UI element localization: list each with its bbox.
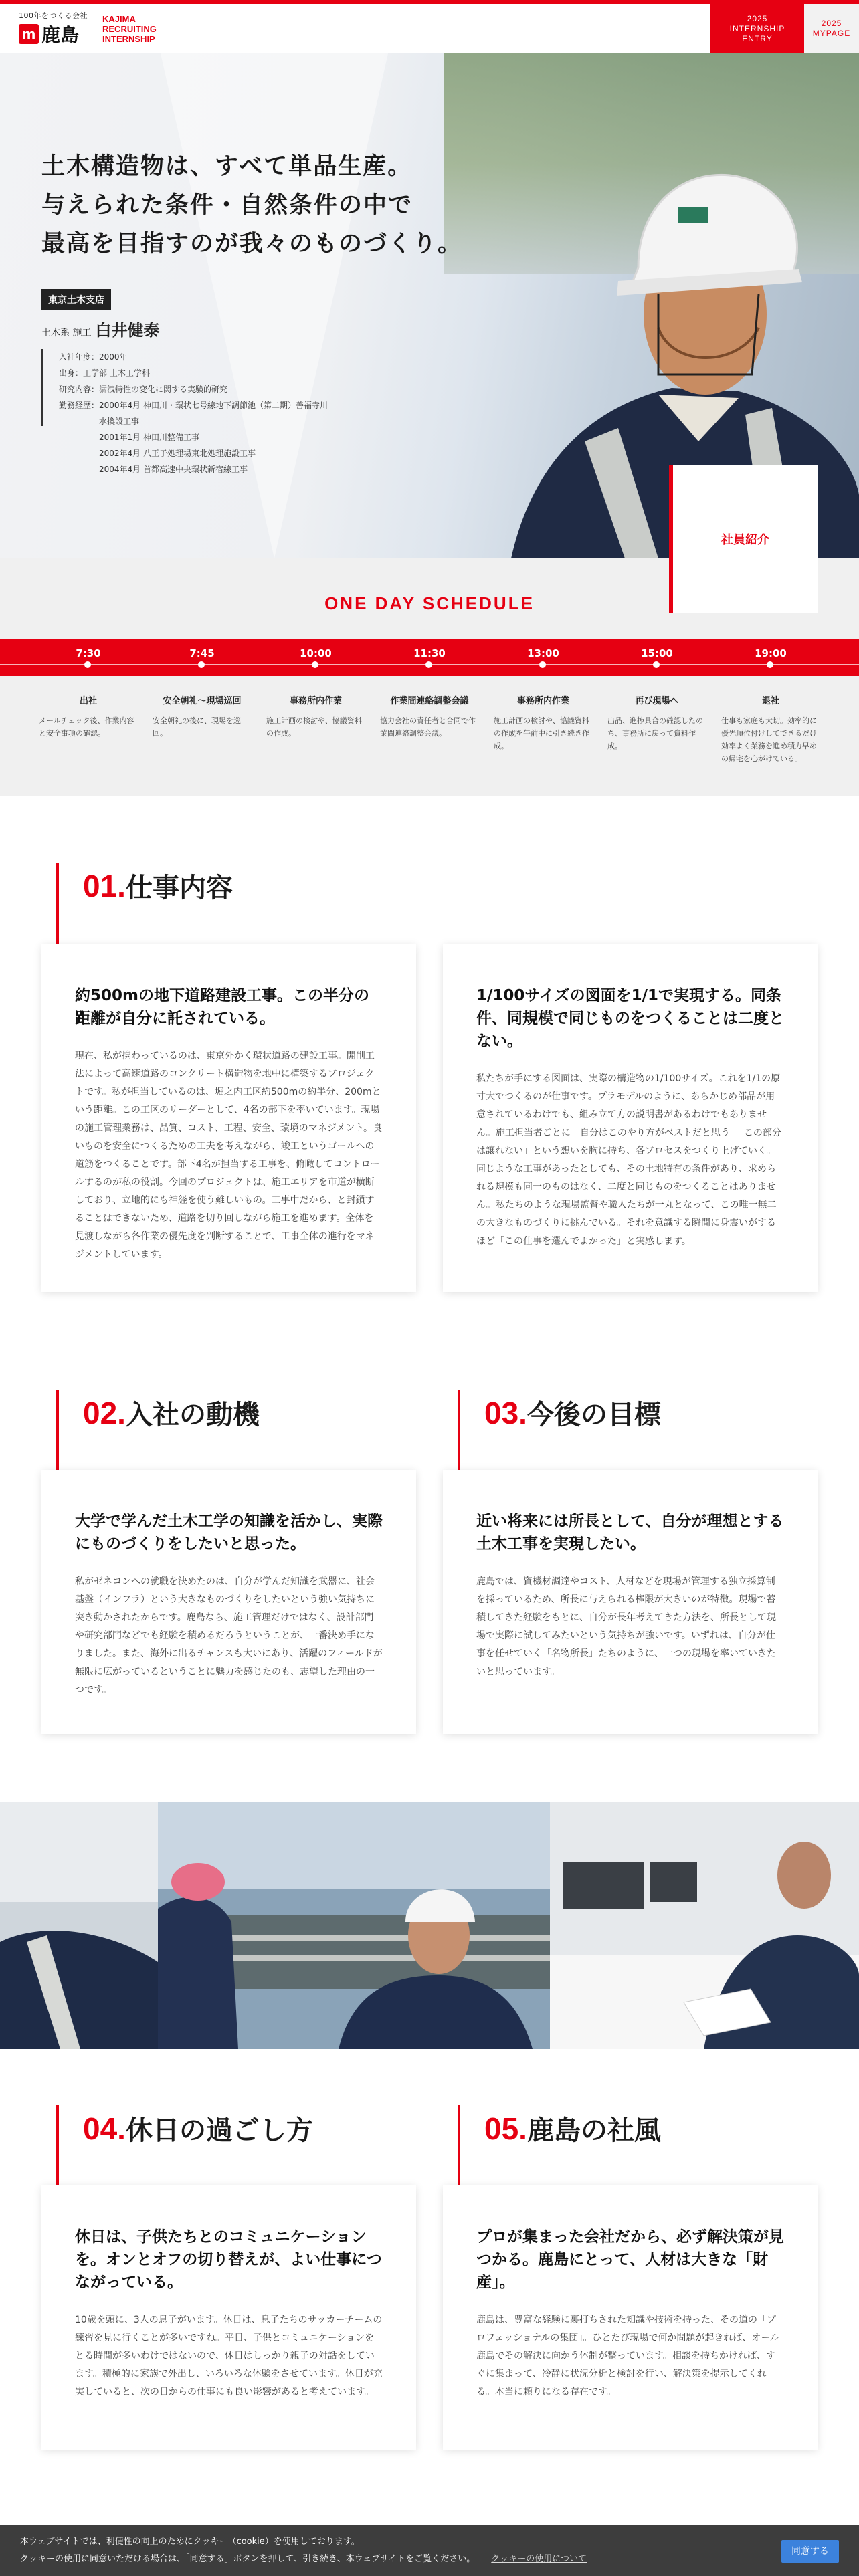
section-number: 02.	[83, 1396, 126, 1430]
cookie-text: 本ウェブサイトでは、利便性の向上のためにクッキー（cookie）を使用しております。	[20, 2537, 360, 2547]
hero-headline: 土木構造物は、すべて単品生産。 与えられた条件・自然条件の中で 最高を目指すのが我々のものづくり。	[41, 153, 463, 257]
branch-tag: 東京土木支店	[41, 289, 111, 310]
card-body: 私がゼネコンへの就職を決めたのは、自分が学んだ知識を武器に、社会基盤（インフラ）という大きなものづくりをしたいという強い気持ちに突き動かされたからです。鹿島なら、施工管理だけではなく、設計部門や研究部門などでも経験を積めるだろうということが、一番決め手になりました。また、海外に出るチャンスも大いにあり、活躍のフィールドが無限に広がっているということに魅力を感じたのも、志望した理由の一つです。	[75, 1576, 383, 1695]
content-card	[41, 944, 416, 1292]
site-photo-1	[0, 1802, 158, 2049]
card-body: 私たちが手にする図面は、実際の構造物の1/100サイズ。これを1/1の原寸大でつくるのが仕事です。プラモデルのように、あらかじめ部品が用意されているわけでも、組み立て方の説明書があるわけでもありません。施工担当者ごとに「自分はこのやり方がベストだと思う」「この部分は譲れない」という想いを胸に持ち、各プロセスをつくり上げていく。同じような工事があったとしても、その土地特有の条件があり、求められる規模も同一のものはなく、二度と同じものをつくることはありません。私たちのような現場監督や職人たちが一丸となって、この唯一無二の大きなものづくりに挑んでいる。それを意識する瞬間に身震いがするほど「この仕事を選んでよかった」と実感します。	[476, 1073, 781, 1247]
section-number: 04.	[83, 2111, 126, 2146]
card-heading: 1/100サイズの図面を1/1で実現する。同条件、同規模で同じものをつくることは二度とない。	[476, 987, 784, 1050]
section-number: 03.	[484, 1396, 527, 1430]
employee-name: 土木系 施工 白井健泰	[41, 321, 160, 340]
employee-profile: 入社年度：2000年 出身：工学部 土木工学科 研究内容：漏洩特性の変化に関する実験的研究 勤務経歴：2000年4月 神田川・環状七号線地下調節池（第二期）善福寺川 水換設工事 2001年1月 神田川整備工事 2002年4月 八王子処理場東北処理施設工事 2004年4月 首都高速中央環状新宿線工事	[41, 349, 416, 426]
mypage-button[interactable]: 2025 MYPAGE	[804, 4, 859, 53]
schedule-time: 7:45	[149, 639, 256, 659]
hero-decoration	[161, 53, 388, 558]
card-heading: 休日は、子供たちとのコミュニケーションを。オンとオフの切り替えが、よい仕事につながっている。	[75, 2228, 382, 2291]
content-card	[443, 944, 818, 1292]
logo-name: 鹿島	[41, 24, 80, 46]
section-title: 今後の目標	[527, 1400, 661, 1430]
site-header	[0, 0, 859, 53]
card-heading: プロが集まった会社だから、必ず解決策が見つかる。鹿島にとって、人材は大きな「財産」。	[476, 2228, 784, 2291]
site-photo-2	[158, 1802, 550, 2049]
content-card	[443, 2185, 818, 2450]
logo-tagline: 100年をつくる会社	[19, 11, 88, 20]
schedule-item: 再び現場へ 出品、進捗具合の確認したのち、事務所に戻って資料作成。	[607, 696, 703, 750]
section-title: 鹿島の社風	[527, 2115, 661, 2146]
schedule-title: ONE DAY SCHEDULE	[324, 593, 535, 613]
recruiting-logo-text: KAJIMA RECRUITING INTERNSHIP	[102, 13, 157, 44]
content-card	[443, 1470, 818, 1734]
card-body: 10歳を頭に、3人の息子がいます。休日は、息子たちのサッカーチームの練習を見に行くことが多いですね。平日、子供とコミュニケーションをとる時間が多いわけではないので、休日はしっかり親子の対話をしています。積極的に家族で外出し、いろいろな体験をさせています。休日が充実していると、次の日からの仕事にも良い影響があると考えています。	[75, 2315, 383, 2397]
schedule-item: 出社 メールチェック後、作業内容と安全事項の確認。	[39, 696, 134, 738]
cookie-policy-link[interactable]: クッキーの使用について	[491, 2554, 587, 2564]
employee-intro-button[interactable]: 社員紹介	[669, 465, 818, 613]
kajima-logo[interactable]	[19, 10, 157, 47]
card-body: 現在、私が携わっているのは、東京外かく環状道路の建設工事。開削工法によって高速道路のコンクリート構造物を地中に構築するプロジェクトです。私が担当しているのは、堀之内工区約500mの約半分、200mという距離。この工区のリーダーとして、4名の部下を率いています。現場の施工管理業務は、品質、コスト、工程、安全、環境のマネジメント。良いものを安全につくるための工夫を考えながら、竣工というゴールへの道筋をつくることです。部下4名が担当する工事を、俯瞰してコントロールするのが私の役割。今回のプロジェクトは、施工エリアを市道が横断しており、立地的にも神経を使う難しいもの。工事中だから、と封鎖することはできないため、道路を切り回しながら施工を進めます。全体を見渡しながら各作業の優先度を判断することで、工事全体の進行をマネジメントしています。	[75, 1051, 383, 1260]
section-number: 05.	[484, 2111, 527, 2146]
schedule-item: 安全朝礼～現場巡回 安全朝礼の後に、現場を巡回。	[153, 696, 242, 738]
schedule-time: 11:30	[376, 639, 483, 659]
cookie-text: クッキーの使用に同意いただける場合は、「同意する」ボタンを押して、引き続き、本ウェブサイトをご覧ください。	[20, 2554, 476, 2564]
schedule-item: 作業間連絡調整会議 協力会社の責任者と合同で作業間連絡調整会議。	[380, 696, 476, 738]
office-photo	[550, 1802, 859, 2049]
section-number: 01.	[83, 869, 126, 903]
schedule-item: 退社 仕事も家庭も大切。効率的に優先順位付けしてできるだけ効率よく業務を進め積力早めの帰宅を心がけている。	[721, 696, 817, 763]
content-card	[41, 2185, 416, 2450]
cookie-banner	[0, 2525, 859, 2576]
card-body: 鹿島は、豊富な経験に裏打ちされた知識や技術を持った、その道の「プロフェッショナルの集団」。ひとたび現場で何か問題が起きれば、オール鹿島でその解決に向かう体制が整っています。相談を持ちかければ、すぐに集まって、冷静に状況分析と検討を行い、解決策を提示してくれる。本当に頼りになる存在です。	[476, 2315, 780, 2397]
cookie-accept-button[interactable]: 同意する	[781, 2540, 839, 2563]
content-card	[41, 1470, 416, 1734]
schedule-time: 15:00	[603, 639, 710, 659]
schedule-item: 事務所内作業 施工計画の検討や、協議資料の作成を午前中に引き続き作成。	[494, 696, 589, 750]
logo-mark-icon: m	[19, 24, 39, 44]
section-title: 休日の過ごし方	[125, 2115, 313, 2146]
schedule-timeline	[0, 639, 859, 676]
schedule-item: 事務所内作業 施工計画の検討や、協議資料の作成。	[266, 696, 362, 738]
card-heading: 近い将来には所長として、自分が理想とする土木工事を実現したい。	[476, 1513, 784, 1553]
schedule-time: 19:00	[717, 639, 824, 659]
card-body: 鹿島では、資機材調達やコスト、人材などを現場が管理する独立採算制を採っているため、所長に与えられる権限が大きいのが特徴。現場で蓄積してきた経験をもとに、自分が長年考えてきた方法を、所長として現場で実際に試してみたいという気持ちが強いです。いずれは、自分が仕事を任せていく「名物所長」たちのように、一つの現場を率いていきたいと思っています。	[476, 1576, 776, 1677]
section-title: 入社の動機	[125, 1400, 260, 1430]
schedule-time: 7:30	[35, 639, 142, 659]
schedule-time: 10:00	[262, 639, 369, 659]
section-title: 仕事内容	[125, 873, 233, 903]
card-heading: 約500mの地下道路建設工事。この半分の距離が自分に託されている。	[75, 987, 369, 1027]
internship-entry-button[interactable]: 2025 INTERNSHIP ENTRY	[710, 4, 804, 53]
card-heading: 大学で学んだ土木工学の知識を活かし、実際にものづくりをしたいと思った。	[75, 1513, 383, 1553]
photo-strip	[0, 1802, 859, 2049]
schedule-time: 13:00	[490, 639, 597, 659]
